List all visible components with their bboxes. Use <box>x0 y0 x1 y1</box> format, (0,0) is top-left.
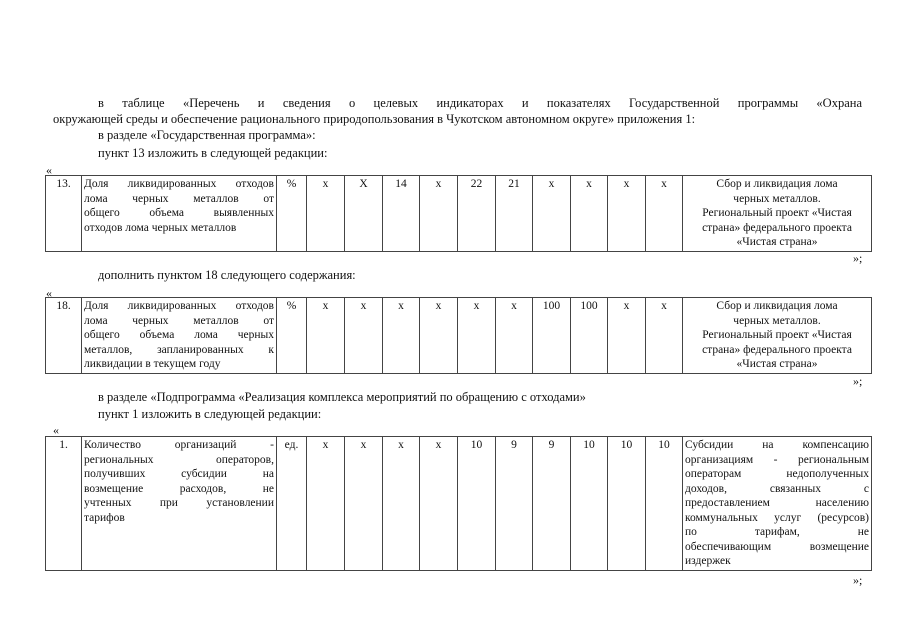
value-cell: х <box>458 298 496 374</box>
value-cell: 10 <box>571 437 608 571</box>
value-cell: х <box>608 298 646 374</box>
table-row <box>46 437 872 571</box>
indicator-table-item-18 <box>45 297 872 374</box>
note-cell: Сбор и ликвидация лома черных металлов. Региональный проект «Чистая страна» федерального проекта «Чистая страна» <box>683 176 872 252</box>
value-cell: х <box>496 298 533 374</box>
indicator-table-item-13 <box>45 175 872 252</box>
row-number: 18. <box>46 298 82 374</box>
note-cell: Субсидии на компенсацию организациям - региональным операторам недополученных доходов, связанных с предоставлением населению коммунальных услуг (ресурсов) по тарифам, не обеспечивающим возмещение издержек <box>683 437 872 571</box>
open-quote-2: « <box>46 286 52 300</box>
close-quote-1: »; <box>853 251 863 265</box>
value-cell: 10 <box>608 437 646 571</box>
indicator-name: Доля ликвидированных отходов лома черных металлов от общего объема выявленных отходов лома черных металлов <box>82 176 277 252</box>
value-cell: 21 <box>496 176 533 252</box>
value-cell: х <box>383 298 420 374</box>
value-cell: х <box>608 176 646 252</box>
unit-cell: % <box>277 298 307 374</box>
table-row <box>46 176 872 252</box>
value-cell: 100 <box>571 298 608 374</box>
value-cell: Х <box>345 176 383 252</box>
value-cell: х <box>345 437 383 571</box>
value-cell: х <box>383 437 420 571</box>
value-cell: х <box>345 298 383 374</box>
instruction-add-item-18: дополнить пунктом 18 следующего содержания: <box>98 268 356 282</box>
indicator-name: Количество организаций - региональных операторов, получивших субсидии на возмещение расходов, не учтенных при установлении тарифов <box>82 437 277 571</box>
value-cell: 9 <box>533 437 571 571</box>
value-cell: 100 <box>533 298 571 374</box>
value-cell: 9 <box>496 437 533 571</box>
value-cell: х <box>420 176 458 252</box>
value-cell: х <box>646 176 683 252</box>
unit-cell: % <box>277 176 307 252</box>
close-quote-3: »; <box>853 573 863 587</box>
open-quote-1: « <box>46 163 52 177</box>
intro-line-2: окружающей среды и обеспечение рационального природопользования в Чукотском автономном округе» приложения 1: <box>53 112 696 126</box>
table-row <box>46 298 872 374</box>
row-number: 13. <box>46 176 82 252</box>
value-cell: х <box>307 298 345 374</box>
value-cell: х <box>307 437 345 571</box>
value-cell: х <box>420 437 458 571</box>
row-number: 1. <box>46 437 82 571</box>
value-cell: х <box>646 298 683 374</box>
unit-cell: ед. <box>277 437 307 571</box>
value-cell: х <box>420 298 458 374</box>
section-heading-subprogram: в разделе «Подпрограмма «Реализация комплекса мероприятий по обращению с отходами» <box>98 390 586 404</box>
value-cell: 14 <box>383 176 420 252</box>
value-cell: 10 <box>646 437 683 571</box>
value-cell: х <box>571 176 608 252</box>
open-quote-3: « <box>53 423 59 437</box>
note-cell: Сбор и ликвидация лома черных металлов. Региональный проект «Чистая страна» федерального проекта «Чистая страна» <box>683 298 872 374</box>
intro-line-1: в таблице «Перечень и сведения о целевых индикаторах и показателях Государственной программы «Охрана <box>98 96 862 110</box>
value-cell: 22 <box>458 176 496 252</box>
instruction-item-13: пункт 13 изложить в следующей редакции: <box>98 146 328 160</box>
value-cell: х <box>533 176 571 252</box>
section-heading-state-program: в разделе «Государственная программа»: <box>98 128 316 142</box>
value-cell: 10 <box>458 437 496 571</box>
indicator-table-item-1 <box>45 436 872 571</box>
instruction-item-1: пункт 1 изложить в следующей редакции: <box>98 407 322 421</box>
close-quote-2: »; <box>853 374 863 388</box>
value-cell: х <box>307 176 345 252</box>
indicator-name: Доля ликвидированных отходов лома черных металлов от общего объема лома черных металлов, запланированных к ликвидации в текущем году <box>82 298 277 374</box>
